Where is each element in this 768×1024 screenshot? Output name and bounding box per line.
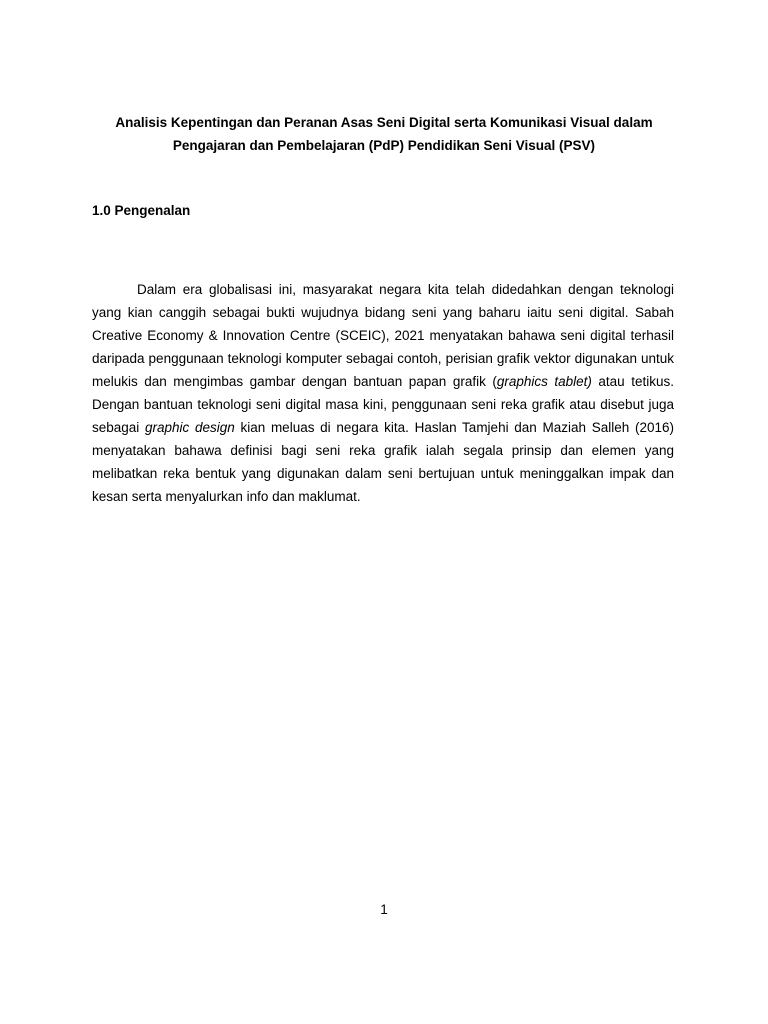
- section-heading: 1.0 Pengenalan: [92, 203, 191, 218]
- paragraph-text-2: atau tetikus. Dengan bantuan teknologi seni digital masa kini, penggunaan seni reka grafik atau disebut juga sebagai: [92, 373, 674, 435]
- paragraph-italic-1: graphics tablet): [496, 373, 592, 389]
- body-paragraph: [92, 278, 674, 508]
- paragraph-italic-2: graphic design: [145, 419, 235, 435]
- paragraph-text-1: Dalam era globalisasi ini, masyarakat negara kita telah didedahkan dengan teknologi yang kian canggih sebagai bukti wujudnya bidang seni yang baharu iaitu seni digital. Sabah Creative Economy & Innovation Centre (SCEIC), 2021 menyatakan bahawa seni digital terhasil daripada penggunaan teknologi komputer sebagai contoh, perisian grafik vektor digunakan untuk melukis dan mengimbas gambar dengan bantuan papan grafik (: [92, 281, 674, 389]
- page-number: 1: [380, 902, 388, 917]
- document-title-line-1: Analisis Kepentingan dan Peranan Asas Seni Digital serta Komunikasi Visual dalam: [115, 115, 653, 130]
- document-title-line-2: Pengajaran dan Pembelajaran (PdP) Pendidikan Seni Visual (PSV): [172, 138, 596, 153]
- document-title: [92, 111, 676, 157]
- paragraph-text-3: kian meluas di negara kita. Haslan Tamjehi dan Maziah Salleh (2016) menyatakan bahawa definisi bagi seni reka grafik ialah segala prinsip dan elemen yang melibatkan reka bentuk yang digunakan dalam seni bertujuan untuk meninggalkan impak dan kesan serta menyalurkan info dan maklumat.: [92, 419, 674, 504]
